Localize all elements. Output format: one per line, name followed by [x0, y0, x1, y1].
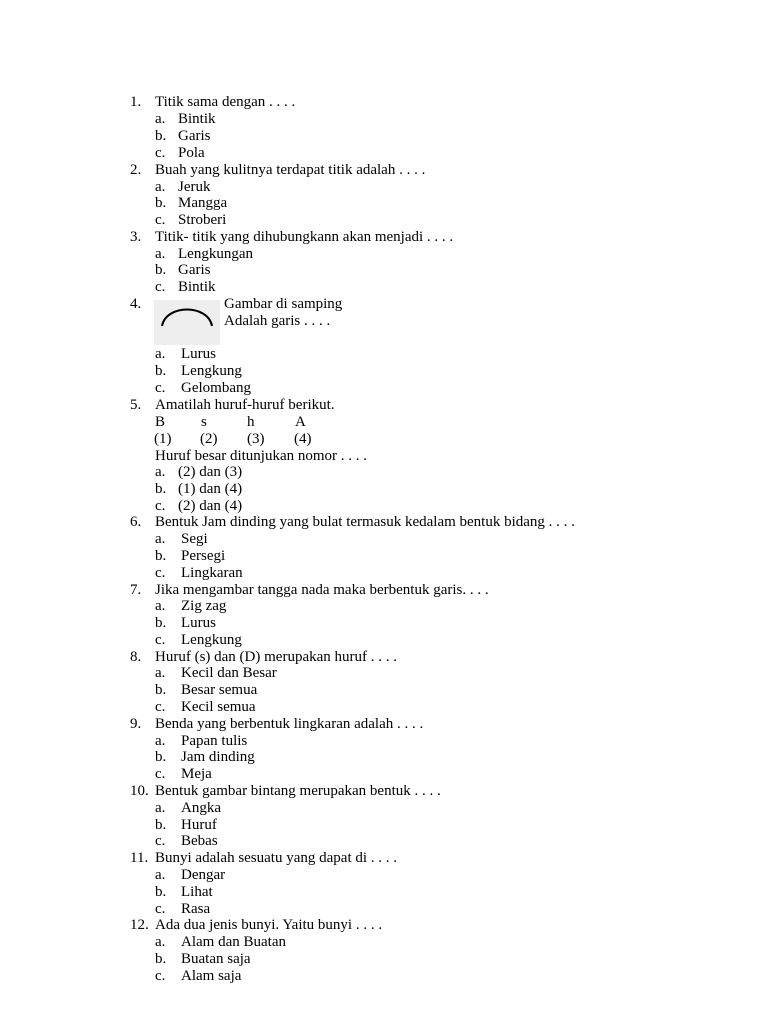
question-number: 3.	[130, 229, 142, 245]
option-letter: c.	[155, 145, 166, 161]
option-text: Meja	[181, 766, 212, 782]
option-text: Jeruk	[178, 179, 211, 195]
option-text: Garis	[178, 128, 211, 144]
option-text: Rasa	[181, 901, 211, 917]
option-text: Garis	[178, 262, 211, 278]
option-text: Angka	[181, 800, 221, 816]
option-text: Segi	[181, 531, 208, 547]
option-text: Huruf	[181, 817, 217, 833]
question-prompt: Huruf besar ditunjukan nomor . . . .	[155, 448, 368, 464]
letter-number-4: (4)	[294, 431, 312, 447]
option-text: Gelombang	[181, 380, 251, 396]
option-letter: c.	[155, 498, 166, 514]
option-letter: b.	[155, 363, 167, 379]
option-letter: b.	[155, 481, 167, 497]
question-number: 4.	[130, 296, 142, 312]
option-text: Besar semua	[181, 682, 258, 698]
question-text: Titik sama dengan . . . .	[155, 94, 296, 110]
option-letter: a.	[155, 867, 166, 883]
option-letter: c.	[155, 901, 166, 917]
option-letter: a.	[155, 464, 166, 480]
option-letter: a.	[155, 179, 166, 195]
letter-number-1: (1)	[154, 431, 172, 447]
arc-curve-icon	[154, 300, 220, 345]
letter-s: s	[201, 414, 207, 430]
option-text: Kecil semua	[181, 699, 256, 715]
option-text: Papan tulis	[181, 733, 248, 749]
option-text: Kecil dan Besar	[181, 665, 277, 681]
question-number: 12.	[130, 917, 149, 933]
option-text: Lengkung	[181, 632, 242, 648]
question-text: Adalah garis . . . .	[224, 313, 331, 329]
question-text: Jika mengambar tangga nada maka berbentuk garis. . . .	[155, 582, 489, 598]
question-text: Bentuk Jam dinding yang bulat termasuk kedalam bentuk bidang . . . .	[155, 514, 575, 530]
option-letter: a.	[155, 665, 166, 681]
option-letter: b.	[155, 615, 167, 631]
option-letter: b.	[155, 128, 167, 144]
question-text: Huruf (s) dan (D) merupakan huruf . . . .	[155, 649, 398, 665]
option-text: Pola	[178, 145, 205, 161]
option-text: Mangga	[178, 195, 228, 211]
option-letter: c.	[155, 766, 166, 782]
option-letter: c.	[155, 699, 166, 715]
option-text: Lihat	[181, 884, 213, 900]
option-letter: b.	[155, 262, 167, 278]
option-letter: b.	[155, 682, 167, 698]
letter-b: B	[155, 414, 166, 430]
question-text: Gambar di samping	[224, 296, 343, 312]
option-text: Lurus	[181, 346, 216, 362]
option-letter: a.	[155, 531, 166, 547]
option-letter: c.	[155, 632, 166, 648]
option-letter: a.	[155, 800, 166, 816]
option-text: Stroberi	[178, 212, 227, 228]
question-text: Bentuk gambar bintang merupakan bentuk . . . .	[155, 783, 441, 799]
option-text: Bebas	[181, 833, 218, 849]
option-letter: b.	[155, 884, 167, 900]
option-text: Bintik	[178, 111, 216, 127]
option-text: Lingkaran	[181, 565, 243, 581]
question-number: 6.	[130, 514, 142, 530]
option-text: Lurus	[181, 615, 216, 631]
option-text: Persegi	[181, 548, 226, 564]
question-number: 2.	[130, 162, 142, 178]
option-text: Alam saja	[181, 968, 242, 984]
letter-a: A	[295, 414, 306, 430]
question-text: Titik- titik yang dihubungkann akan menjadi . . . .	[155, 229, 454, 245]
option-letter: c.	[155, 968, 166, 984]
letter-number-3: (3)	[247, 431, 265, 447]
letter-h: h	[247, 414, 255, 430]
option-text: Alam dan Buatan	[181, 934, 286, 950]
option-letter: b.	[155, 749, 167, 765]
option-letter: c.	[155, 833, 166, 849]
option-letter: b.	[155, 195, 167, 211]
option-text: Dengar	[181, 867, 226, 883]
option-letter: a.	[155, 246, 166, 262]
option-letter: b.	[155, 817, 167, 833]
option-letter: a.	[155, 598, 166, 614]
question-number: 8.	[130, 649, 142, 665]
question-number: 11.	[130, 850, 149, 866]
option-letter: b.	[155, 951, 167, 967]
question-text: Benda yang berbentuk lingkaran adalah . . . .	[155, 716, 424, 732]
option-letter: c.	[155, 279, 166, 295]
option-text: Bintik	[178, 279, 216, 295]
option-letter: b.	[155, 548, 167, 564]
option-text: Lengkungan	[178, 246, 253, 262]
question-number: 7.	[130, 582, 142, 598]
option-letter: a.	[155, 934, 166, 950]
option-text: (2) dan (3)	[178, 464, 243, 480]
question-number: 10.	[130, 783, 149, 799]
option-letter: c.	[155, 212, 166, 228]
option-text: Zig zag	[181, 598, 227, 614]
question-number: 9.	[130, 716, 142, 732]
option-letter: c.	[155, 380, 166, 396]
question-number: 5.	[130, 397, 142, 413]
question-text: Buah yang kulitnya terdapat titik adalah . . . .	[155, 162, 426, 178]
letter-number-2: (2)	[200, 431, 218, 447]
option-text: Jam dinding	[181, 749, 255, 765]
question-text: Bunyi adalah sesuatu yang dapat di . . . .	[155, 850, 398, 866]
option-letter: c.	[155, 565, 166, 581]
option-text: Lengkung	[181, 363, 242, 379]
option-letter: a.	[155, 733, 166, 749]
option-text: Buatan saja	[181, 951, 251, 967]
option-text: (1) dan (4)	[178, 481, 243, 497]
question-text: Amatilah huruf-huruf berikut.	[155, 397, 335, 413]
option-letter: a.	[155, 111, 166, 127]
question-number: 1.	[130, 94, 142, 110]
question-text: Ada dua jenis bunyi. Yaitu bunyi . . . .	[155, 917, 383, 933]
option-letter: a.	[155, 346, 166, 362]
option-text: (2) dan (4)	[178, 498, 243, 514]
